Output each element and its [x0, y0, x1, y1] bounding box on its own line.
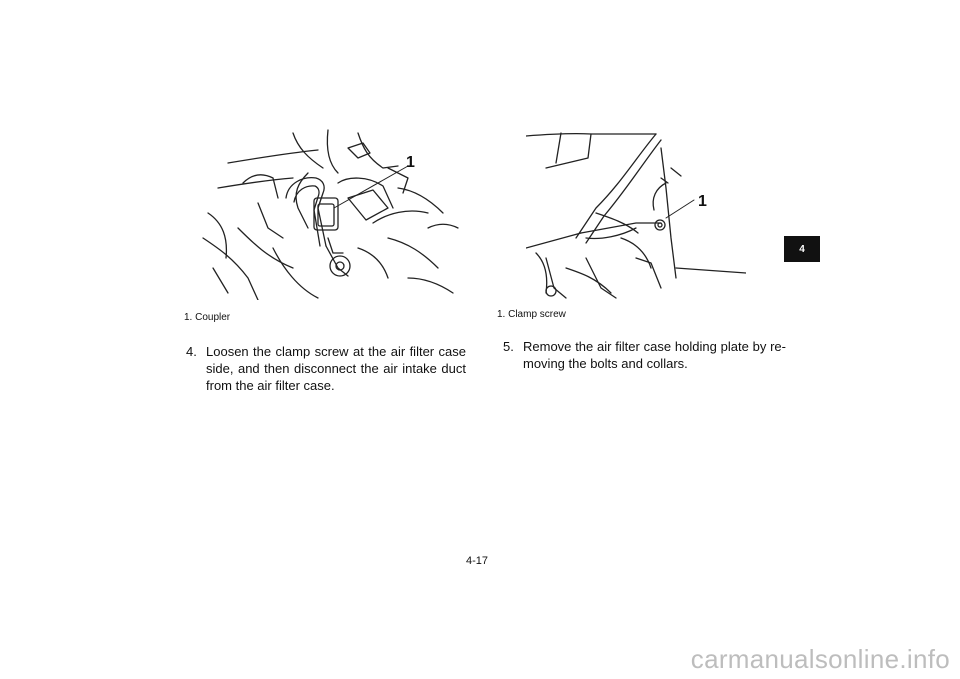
step-text: Loosen the clamp screw at the air filter case side, and then disconnect the air intake duct from the air filter case. [206, 344, 466, 393]
callout-number: 1 [406, 154, 415, 171]
callout-number: 1 [698, 193, 707, 210]
chapter-tab: 4 [784, 236, 820, 262]
coupler-illustration [198, 128, 464, 300]
clamp-screw-illustration [526, 128, 746, 300]
figure-caption: 1. Coupler [184, 312, 231, 323]
figure-caption: 1. Clamp screw [497, 309, 566, 320]
watermark: carmanualsonline.info [690, 644, 950, 674]
step-number: 5. [503, 339, 514, 354]
instruction-step [503, 338, 786, 372]
step-text: Remove the air filter case holding plate by re- moving the bolts and collars. [523, 339, 786, 371]
instruction-step [186, 343, 466, 394]
step-number: 4. [186, 344, 197, 359]
page-number: 4-17 [466, 555, 489, 567]
